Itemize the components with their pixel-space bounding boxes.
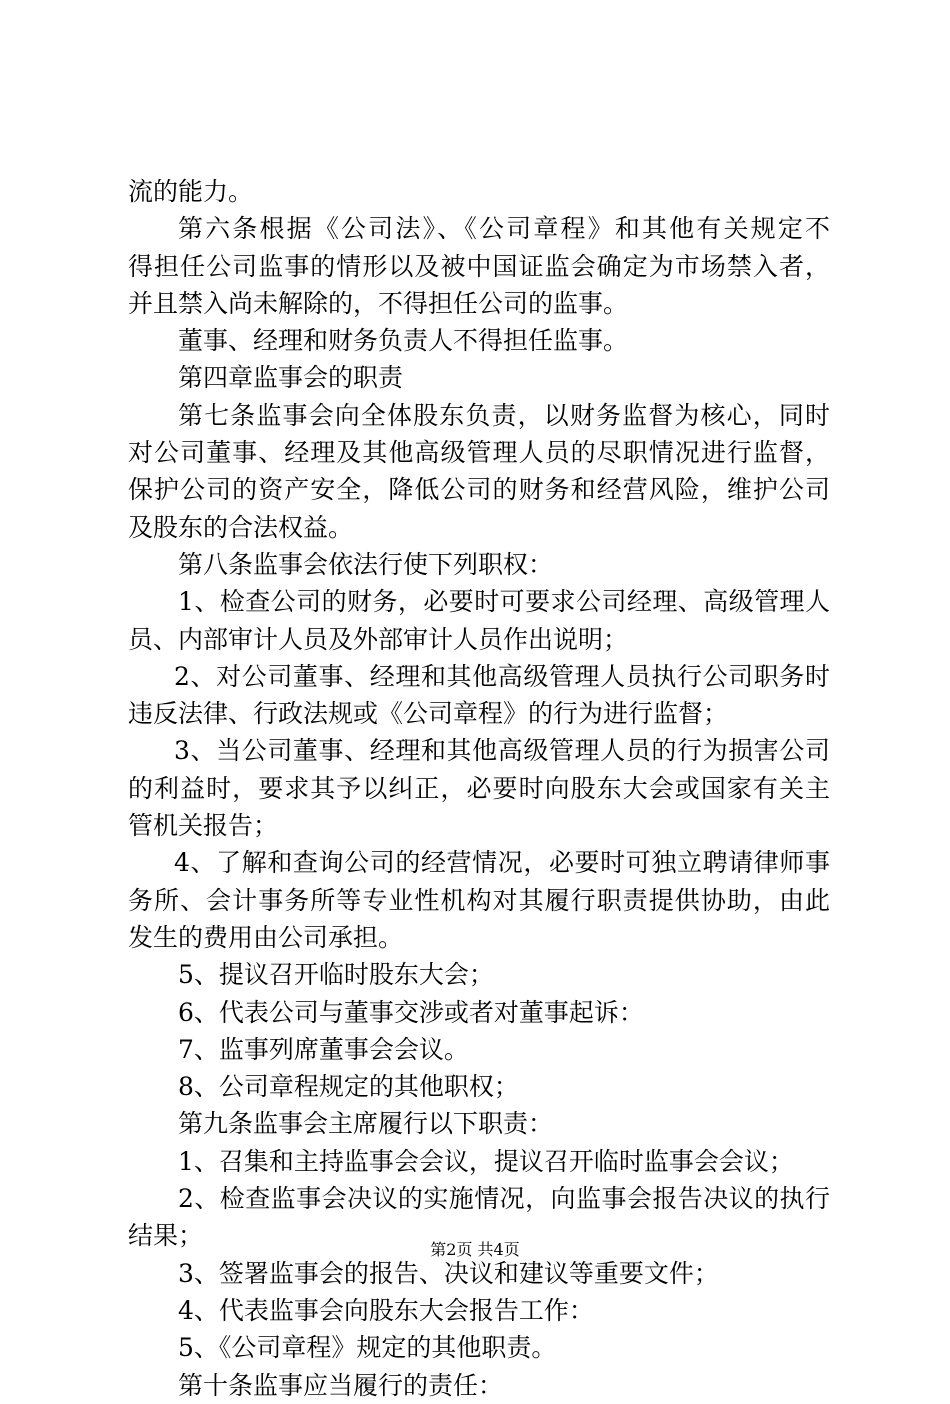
text-line: 第七条监事会向全体股东负责，以财务监督为核心，同时 [178, 400, 830, 430]
text-line: 第十条监事应当履行的责任： [178, 1370, 504, 1400]
text-line: 发生的费用由公司承担。 [128, 922, 404, 952]
text-line: 管机关报告； [128, 811, 279, 841]
text-line: 3、签署监事会的报告、决议和建议等重要文件； [178, 1258, 719, 1288]
document-body [128, 173, 830, 1404]
text-line: 5、《公司章程》规定的其他职责。 [178, 1333, 557, 1363]
text-line: 第八条监事会依法行使下列职权： [178, 549, 554, 579]
text-line: 第九条监事会主席履行以下职责： [178, 1109, 554, 1139]
text-line: 5、提议召开临时股东大会； [178, 960, 494, 990]
text-line: 流的能力。 [128, 177, 254, 206]
text-line: 得担任公司监事的情形以及被中国证监会确定为市场禁入者， [128, 251, 830, 281]
text-line: 4、了解和查询公司的经营情况，必要时可独立聘请律师事 [174, 848, 830, 878]
text-line: 保护公司的资产安全，降低公司的财务和经营风险，维护公司 [128, 475, 830, 505]
text-line: 员、内部审计人员及外部审计人员作出说明； [128, 624, 629, 654]
text-line: 第四章监事会的职责 [178, 363, 404, 393]
text-line: 结果； [128, 1221, 204, 1251]
text-line: 董事、经理和财务负责人不得担任监事。 [178, 326, 629, 356]
text-line: 并且禁入尚未解除的，不得担任公司的监事。 [128, 288, 629, 318]
text-line: 及股东的合法权益。 [128, 512, 354, 542]
text-line: 6、代表公司与董事交涉或者对董事起诉： [178, 997, 644, 1027]
text-line: 对公司董事、经理及其他高级管理人员的尽职情况进行监督， [128, 438, 830, 468]
text-line: 的利益时，要求其予以纠正，必要时向股东大会或国家有关主 [128, 773, 830, 803]
text-line: 第六条根据《公司法》、《公司章程》和其他有关规定不 [178, 214, 830, 244]
text-line: 8、公司章程规定的其他职权； [178, 1072, 519, 1102]
text-line: 3、当公司董事、经理和其他高级管理人员的行为损害公司 [174, 736, 830, 766]
page-footer: 第2页 共4页 [430, 1240, 520, 1259]
text-line: 违反法律、行政法规或《公司章程》的行为进行监督； [128, 699, 729, 729]
text-line: 2、检查监事会决议的实施情况，向监事会报告决议的执行 [178, 1184, 830, 1214]
text-line: 1、检查公司的财务，必要时可要求公司经理、高级管理人 [178, 587, 830, 617]
text-line: 7、监事列席董事会会议。 [178, 1034, 469, 1064]
text-line: 1、召集和主持监事会会议，提议召开临时监事会会议； [178, 1146, 794, 1176]
text-line: 4、代表监事会向股东大会报告工作： [178, 1295, 594, 1325]
text-line: 务所、会计事务所等专业性机构对其履行职责提供协助，由此 [128, 885, 830, 915]
text-line: 2、对公司董事、经理和其他高级管理人员执行公司职务时 [174, 661, 830, 691]
